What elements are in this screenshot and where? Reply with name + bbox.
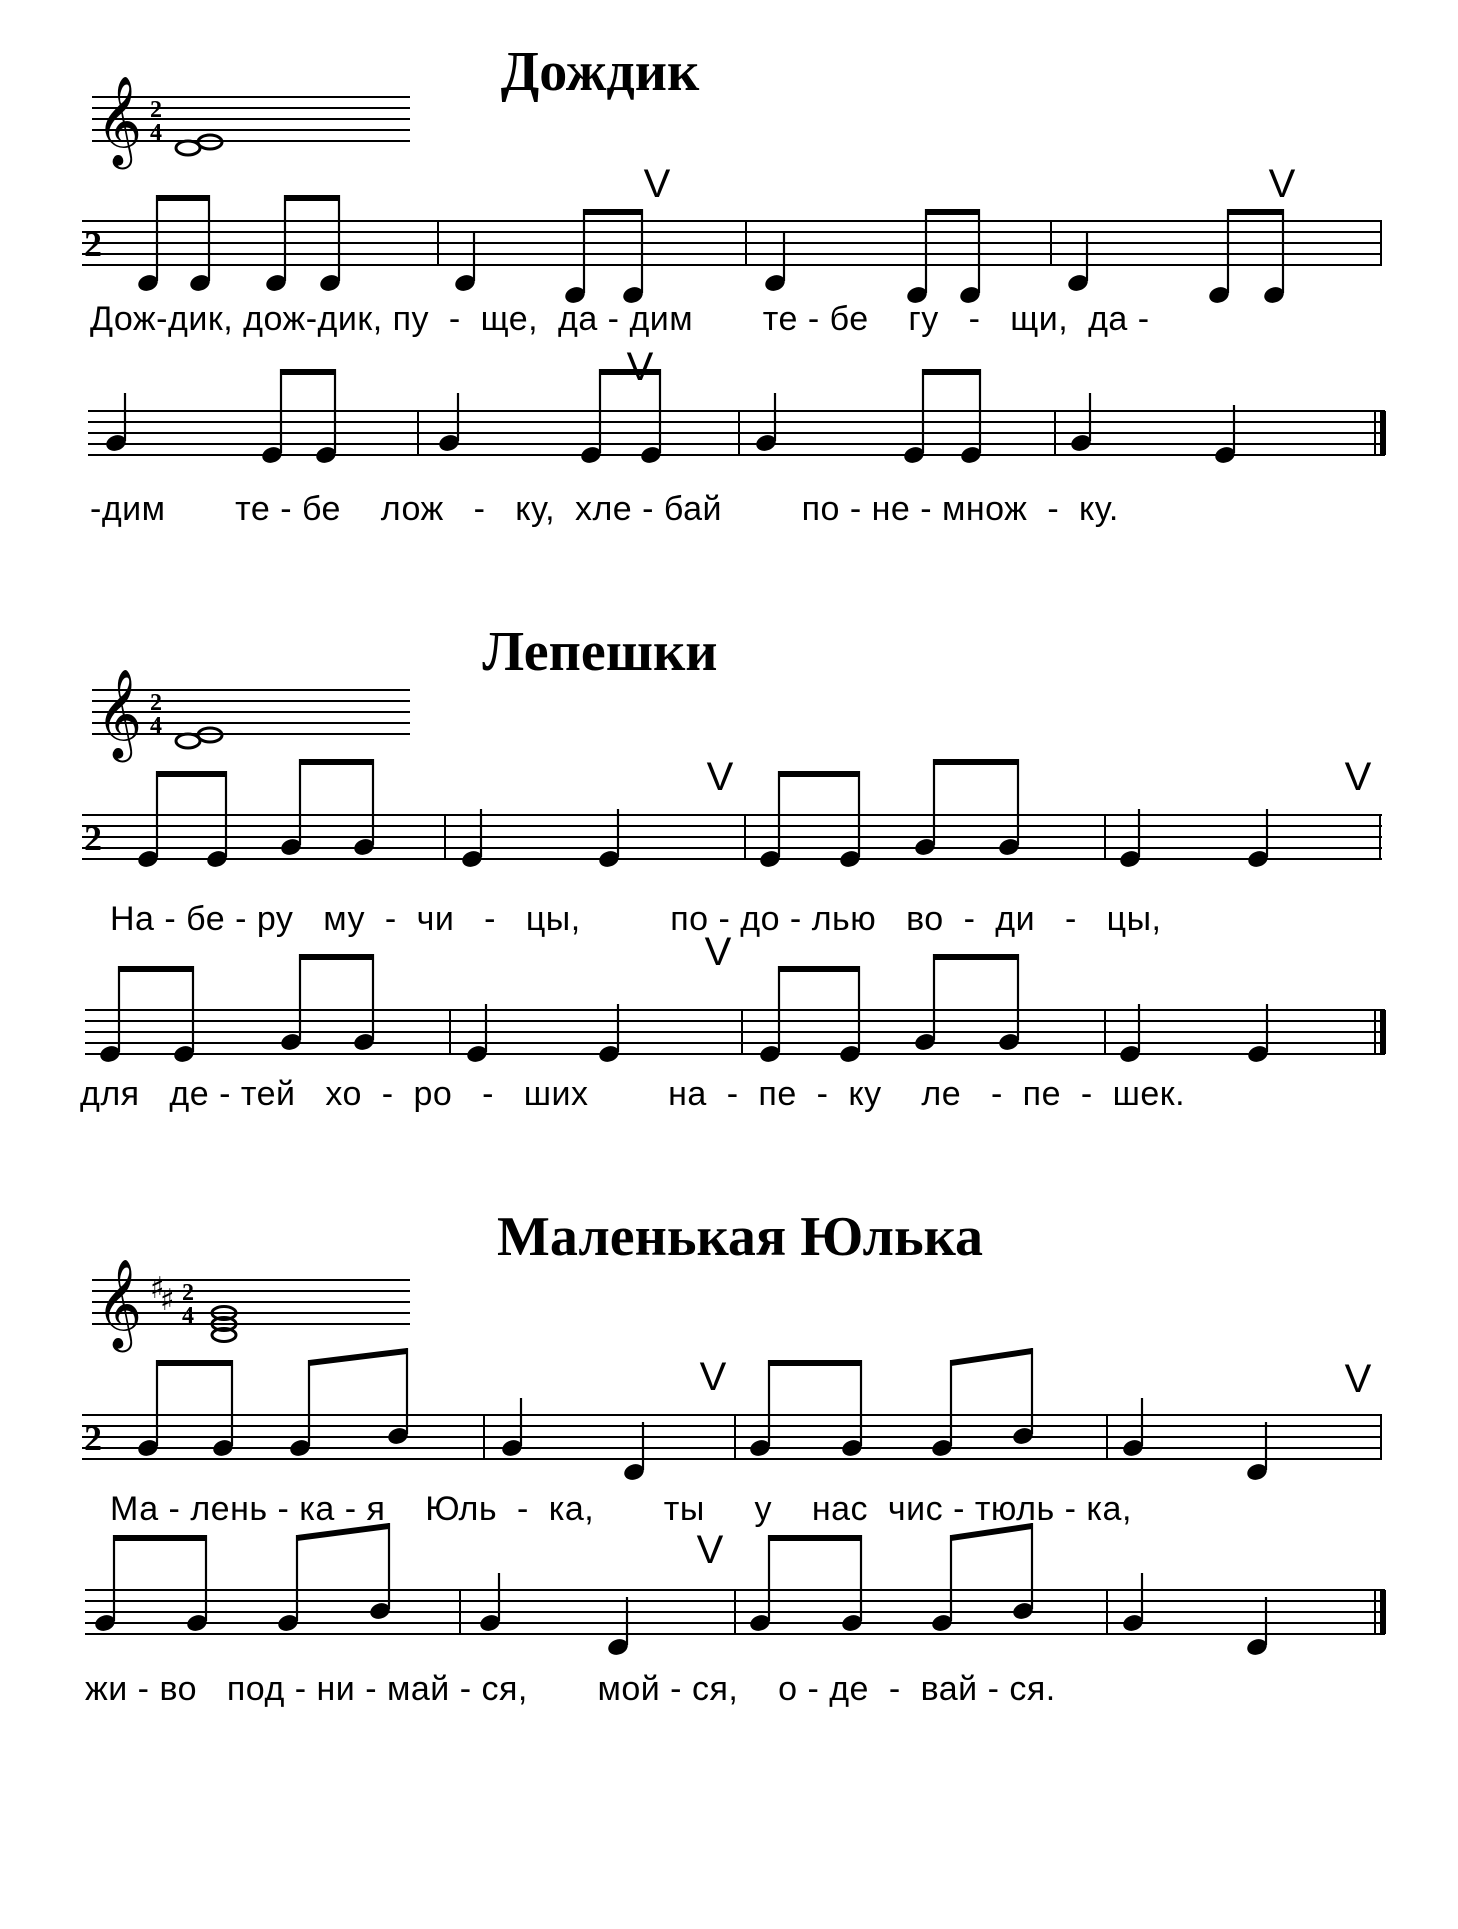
breath-mark: V (706, 755, 734, 799)
beam (951, 1523, 1032, 1541)
whole-note (176, 734, 200, 748)
whole-note (176, 141, 200, 155)
beam (934, 759, 1018, 765)
beam (157, 195, 209, 201)
lyrics-yulka-line1: Ма - лень - ка - я Юль - ка, ты у нас чис - тюль - ка, (110, 1490, 1132, 1528)
beam (951, 1348, 1032, 1366)
staff-number-label: 2 (84, 818, 102, 858)
lyrics-dozhdik-line1: Дож-дик, дож-дик, пу - ще, да - дим те - бе гу - щи, да - (90, 300, 1150, 338)
treble-clef-icon: 𝄞 (96, 1259, 143, 1349)
final-barline (1380, 1590, 1386, 1634)
beam (584, 209, 642, 215)
beam (157, 1360, 232, 1366)
lyrics-lepeshki-line1: На - бе - ру му - чи - цы, по - до - лью во - ди - цы, (110, 900, 1162, 938)
song-title-dozhdik: Дождик (500, 41, 700, 103)
sharp-icon: ♯ (160, 1283, 175, 1318)
breath-mark: V (626, 345, 654, 389)
beam (300, 954, 373, 960)
beam (114, 1535, 206, 1541)
beam (285, 195, 339, 201)
treble-clef-icon: 𝄞 (96, 76, 143, 166)
song-title-lepeshki: Лепешки (482, 621, 718, 683)
breath-mark: V (696, 1528, 724, 1572)
beam (281, 369, 335, 375)
beam (119, 966, 193, 972)
beam (309, 1348, 407, 1366)
breath-mark: V (643, 162, 671, 206)
beam (769, 1360, 861, 1366)
final-barline (1380, 411, 1386, 455)
song-title-malenkaya-yulka: Маленькая Юлька (497, 1206, 983, 1268)
time-signature-top: 2 (150, 97, 162, 123)
beam (779, 966, 859, 972)
staff-number-label: 2 (84, 224, 102, 264)
time-signature-bottom: 4 (150, 713, 162, 739)
beam (926, 209, 979, 215)
treble-clef-icon: 𝄞 (96, 669, 143, 759)
breath-mark: V (704, 930, 732, 974)
sharp-icon: ♯ (150, 1271, 165, 1306)
time-signature-bottom: 4 (150, 120, 162, 146)
lyrics-lepeshki-line2: для де - тей хо - ро - ших на - пе - ку ле - пе - шек. (80, 1075, 1186, 1113)
beam (1228, 209, 1283, 215)
beam (934, 954, 1018, 960)
time-signature-top: 2 (182, 1280, 194, 1306)
beam (297, 1523, 389, 1541)
beam (300, 759, 373, 765)
beam (769, 1535, 861, 1541)
breath-mark: V (1344, 755, 1372, 799)
beam (157, 771, 226, 777)
breath-mark: V (1268, 162, 1296, 206)
time-signature-bottom: 4 (182, 1303, 194, 1329)
beam (779, 771, 859, 777)
staff-number-label: 2 (84, 1418, 102, 1458)
breath-mark: V (1344, 1357, 1372, 1401)
time-signature-top: 2 (150, 690, 162, 716)
breath-mark: V (699, 1355, 727, 1399)
final-barline (1380, 1010, 1386, 1054)
beam (923, 369, 980, 375)
lyrics-yulka-line2: жи - во под - ни - май - ся, мой - ся, о - де - вай - ся. (85, 1670, 1056, 1708)
lyrics-dozhdik-line2: -дим те - бе лож - ку, хле - бай по - не - множ - ку. (90, 490, 1119, 528)
